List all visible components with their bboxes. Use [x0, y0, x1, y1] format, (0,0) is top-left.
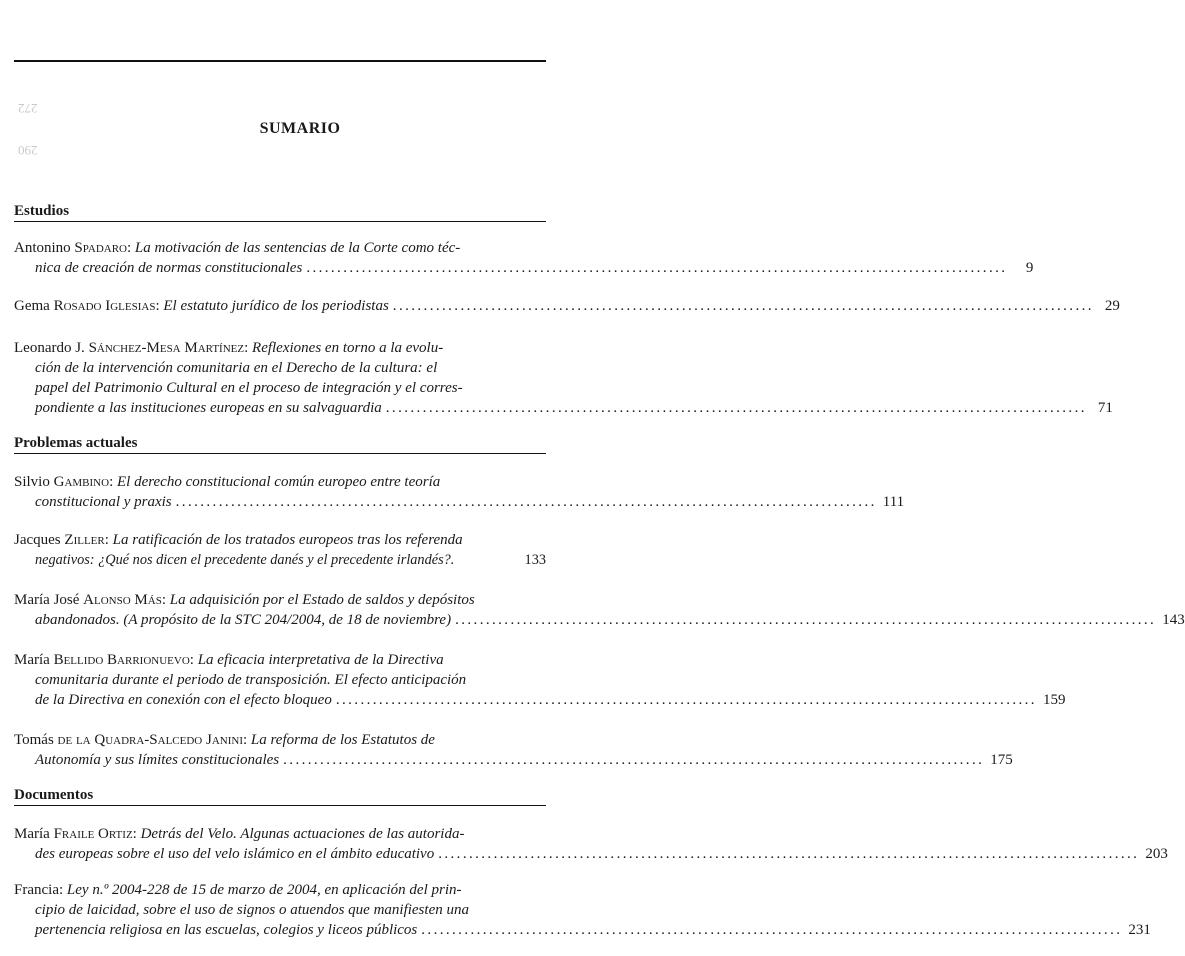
author-surname: Alonso Más: [83, 592, 162, 608]
entry-title-line: des europeas sobre el uso del velo islámico en el ámbito educativo: [35, 846, 435, 862]
page-number: 133: [524, 552, 546, 568]
author-surname: Ziller: [64, 532, 105, 548]
page-number: 9: [1025, 260, 1034, 276]
entry-title-line: Detrás del Velo. Algunas actuaciones de las autorida-: [140, 826, 465, 842]
entry-title-line: La motivación de las sentencias de la Corte como téc-: [134, 240, 461, 256]
author-surname: Bellido Barrionuevo: [53, 652, 190, 668]
page-number: 203: [1145, 846, 1168, 862]
author-first-name: Leonardo J.: [14, 340, 85, 356]
entry-title-line: Autonomía y sus límites constitucionales: [35, 752, 280, 768]
author-first-name: Gema: [14, 298, 50, 314]
leader-dots: ..................................................................................................................: [385, 400, 1087, 416]
author-first-name: Jacques: [14, 532, 61, 548]
leader-dots: ..................................................................................................................: [175, 494, 877, 510]
ghost-mark: 290: [18, 143, 38, 158]
toc-entry-rosado[interactable]: Gema Rosado Iglesias: El estatuto jurídico de los periodistas .................................................................................................................. 29: [14, 298, 1120, 314]
page-number: 29: [1104, 298, 1120, 314]
author-first-name: María: [14, 652, 50, 668]
page-number: 231: [1128, 922, 1151, 938]
toc-entry-gambino[interactable]: Silvio Gambino : El derecho constitucional común europeo entre teoría constitucional y praxis .................................................................................................................. 111: [14, 474, 905, 510]
entry-title-line: ción de la intervención comunitaria en el Derecho de la cultura: el: [35, 360, 438, 376]
author-surname: Sánchez-Mesa Martínez: [88, 340, 245, 356]
entry-title-line: nica de creación de normas constitucionales: [35, 260, 303, 276]
author-first-name: Antonino: [14, 240, 71, 256]
page-number: 111: [882, 494, 905, 510]
toc-entry-alonso[interactable]: María José Alonso Más : La adquisición por el Estado de saldos y depósitos abandonados. (A propósito de la STC 204/2004, de 18 de noviembre) .................................................................................................................. 143: [14, 592, 1185, 628]
entry-title-line: El derecho constitucional común europeo entre teoría: [116, 474, 441, 490]
toc-entry-spadaro[interactable]: Antonino Spadaro : La motivación de las sentencias de la Corte como téc- nica de creación de normas constitucionales .................................................................................................................. 9: [14, 240, 1034, 276]
entry-title-line: comunitaria durante el periodo de transposición. El efecto anticipación: [35, 672, 467, 688]
entry-title-line: La reforma de los Estatutos de: [250, 732, 435, 748]
entry-title-line: El estatuto jurídico de los periodistas: [163, 298, 389, 314]
page-title: SUMARIO: [259, 120, 341, 137]
entry-title-line: constitucional y praxis: [35, 494, 172, 510]
ghost-mark: 272: [18, 101, 38, 116]
section-heading-problemas-actuales: Problemas actuales: [14, 434, 546, 454]
author-first-name: María José: [14, 592, 80, 608]
author-surname: Rosado Iglesias: [53, 298, 156, 314]
author-first-name: María: [14, 826, 50, 842]
entry-title-line: abandonados. (A propósito de la STC 204/2004, de 18 de noviembre): [35, 612, 452, 628]
leader-dots: ..................................................................................................................: [392, 298, 1094, 314]
entry-title-line: La ratificación de los tratados europeos tras los referenda: [112, 532, 463, 548]
author-first-name: Tomás: [14, 732, 54, 748]
entry-title-line: cipio de laicidad, sobre el uso de signos o atuendos que manifiesten una: [35, 902, 469, 918]
entry-title-line: La eficacia interpretativa de la Directiva: [197, 652, 444, 668]
entry-title-line: negativos: ¿Qué nos dicen el precedente danés y el precedente irlandés?.: [35, 552, 455, 568]
entry-title-line: Ley n.º 2004-228 de 15 de marzo de 2004, en aplicación del prin-: [66, 882, 462, 898]
section-heading-estudios: Estudios: [14, 202, 546, 222]
toc-entry-ziller[interactable]: Jacques Ziller : La ratificación de los tratados europeos tras los referenda negativos: ¿Qué nos dicen el precedente danés y el precedente irlandés?. 133: [14, 532, 546, 568]
author-surname: Fraile Ortiz: [53, 826, 133, 842]
section-heading-documentos: Documentos: [14, 786, 546, 806]
author-surname: Spadaro: [74, 240, 127, 256]
entry-title-line: pertenencia religiosa en las escuelas, colegios y liceos públicos: [35, 922, 418, 938]
top-rule: [14, 60, 546, 62]
page-number: 175: [990, 752, 1013, 768]
toc-entry-sanchez-mesa[interactable]: Leonardo J. Sánchez-Mesa Martínez : Reflexiones en torno a la evolu- ción de la intervención comunitaria en el Derecho de la cultura: el papel del Patrimonio Cultural en el proceso de integración y el corres- pondiente a las instituciones europeas en su salvaguardia .................................................................................................................. 71: [14, 340, 1113, 416]
leader-dots: ..................................................................................................................: [283, 752, 985, 768]
page-number: 143: [1162, 612, 1185, 628]
entry-title-line: La adquisición por el Estado de saldos y depósitos: [169, 592, 475, 608]
toc-entry-bellido[interactable]: María Bellido Barrionuevo : La eficacia interpretativa de la Directiva comunitaria durante el periodo de transposición. El efecto anticipación de la Directiva en conexión con el efecto bloqueo .................................................................................................................. 159: [14, 652, 1066, 708]
leader-dots: ..................................................................................................................: [421, 922, 1123, 938]
entry-title-line: Reflexiones en torno a la evolu-: [252, 340, 444, 356]
page-number: 71: [1097, 400, 1113, 416]
leader-dots: ..................................................................................................................: [306, 260, 1008, 276]
entry-title-line: pondiente a las instituciones europeas en su salvaguardia: [35, 400, 382, 416]
toc-entry-quadra-salcedo[interactable]: Tomás de la Quadra-Salcedo Janini : La reforma de los Estatutos de Autonomía y sus límites constitucionales .................................................................................................................. 175: [14, 732, 1013, 768]
author-surname: Gambino: [53, 474, 110, 490]
author-first-name: Silvio: [14, 474, 50, 490]
entry-title-line: papel del Patrimonio Cultural en el proceso de integración y el corres-: [35, 380, 463, 396]
leader-dots: ..................................................................................................................: [438, 846, 1140, 862]
toc-entry-francia[interactable]: Francia : Ley n.º 2004-228 de 15 de marzo de 2004, en aplicación del prin- cipio de laicidad, sobre el uso de signos o atuendos que manifiesten una pertenencia religiosa en las escuelas, colegios y liceos públicos .................................................................................................................. 231: [14, 882, 1151, 938]
author-first-name: Francia: [14, 882, 59, 898]
page-number: 159: [1042, 692, 1066, 708]
author-surname: de la Quadra-Salcedo Janini: [57, 732, 243, 748]
toc-entry-fraile[interactable]: María Fraile Ortiz : Detrás del Velo. Algunas actuaciones de las autorida- des europeas sobre el uso del velo islámico en el ámbito educativo .................................................................................................................. 203: [14, 826, 1168, 862]
leader-dots: ..................................................................................................................: [335, 692, 1037, 708]
entry-title-line: de la Directiva en conexión con el efecto bloqueo: [35, 692, 332, 708]
leader-dots: ..................................................................................................................: [455, 612, 1157, 628]
